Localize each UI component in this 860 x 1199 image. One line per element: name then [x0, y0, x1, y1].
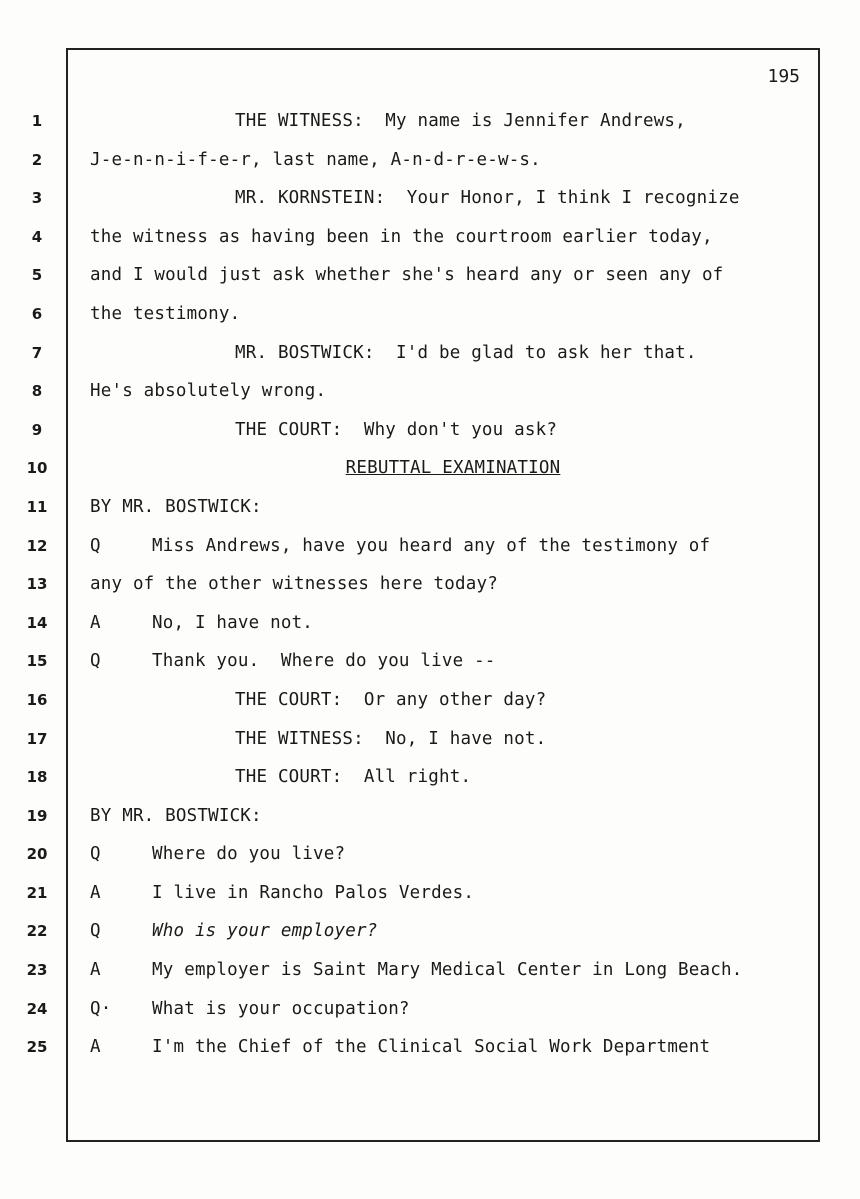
- line-text: Miss Andrews, have you heard any of the testimony of: [152, 535, 711, 556]
- page-border-bottom: [66, 1140, 820, 1142]
- line-number: 3: [31, 189, 43, 208]
- qa-marker: A: [90, 882, 101, 903]
- line-number: 11: [26, 497, 48, 516]
- transcript-line: [90, 488, 816, 527]
- transcript-line: [90, 758, 816, 797]
- line-text: My employer is Saint Mary Medical Center in Long Beach.: [152, 960, 743, 981]
- line-text: J-e-n-n-i-f-e-r, last name, A-n-d-r-e-w-s.: [90, 149, 541, 170]
- transcript-line: [90, 102, 816, 141]
- transcript-line: [90, 874, 816, 913]
- transcript-line: [90, 604, 816, 643]
- line-number: 24: [26, 999, 48, 1018]
- line-text: THE WITNESS: My name is Jennifer Andrews,: [235, 111, 686, 131]
- line-number: 7: [31, 343, 43, 362]
- line-text: MR. BOSTWICK: I'd be glad to ask her that.: [235, 342, 697, 363]
- line-number: 6: [31, 304, 43, 323]
- qa-marker: Q: [90, 535, 101, 556]
- page-border-left: [66, 48, 68, 1140]
- qa-marker: Q·: [90, 998, 112, 1019]
- transcript-line: [90, 218, 816, 257]
- line-number: 12: [26, 536, 48, 555]
- line-text: the witness as having been in the courtroom earlier today,: [90, 226, 713, 247]
- line-number: 5: [31, 266, 43, 285]
- line-number: 10: [26, 459, 48, 478]
- transcript-line: [90, 1028, 816, 1067]
- transcript-line: [90, 912, 816, 951]
- page-number: 195: [767, 66, 800, 87]
- line-text: THE COURT: Why don't you ask?: [235, 419, 558, 440]
- transcript-line: [90, 720, 816, 759]
- transcript-lines: [90, 102, 816, 1067]
- line-text: any of the other witnesses here today?: [90, 574, 498, 595]
- qa-marker: A: [90, 1037, 101, 1058]
- line-number: 13: [26, 575, 48, 594]
- line-text: BY MR. BOSTWICK:: [90, 805, 262, 826]
- line-number: 16: [26, 690, 48, 709]
- line-number-column: [22, 102, 52, 1067]
- transcript-line: [90, 334, 816, 373]
- transcript-line: [90, 642, 816, 681]
- qa-marker: A: [90, 612, 101, 633]
- transcript-line: [90, 835, 816, 874]
- heading-text: REBUTTAL EXAMINATION: [345, 458, 561, 479]
- line-number: 20: [26, 845, 48, 864]
- line-text: THE COURT: Or any other day?: [235, 689, 547, 710]
- line-number: 25: [26, 1038, 48, 1057]
- qa-marker: Q: [90, 651, 101, 672]
- line-number: 4: [31, 227, 43, 246]
- line-text: the testimony.: [90, 303, 241, 324]
- transcript-line: [90, 797, 816, 836]
- section-heading: [90, 449, 816, 488]
- qa-marker: A: [90, 960, 101, 981]
- transcript-line: [90, 951, 816, 990]
- line-text: No, I have not.: [152, 612, 314, 633]
- transcript-line: [90, 681, 816, 720]
- transcript-line: [90, 565, 816, 604]
- qa-marker: Q: [90, 921, 101, 942]
- transcript-line: [90, 141, 816, 180]
- line-text: BY MR. BOSTWICK:: [90, 496, 262, 517]
- line-text: Who is your employer?: [152, 921, 378, 942]
- line-number: 17: [26, 729, 48, 748]
- line-number: 23: [26, 961, 48, 980]
- line-text: He's absolutely wrong.: [90, 381, 327, 402]
- line-number: 22: [26, 922, 48, 941]
- line-text: I live in Rancho Palos Verdes.: [152, 882, 475, 903]
- line-text: THE COURT: All right.: [235, 767, 472, 788]
- line-number: 15: [26, 652, 48, 671]
- transcript-line: [90, 256, 816, 295]
- line-text: I'm the Chief of the Clinical Social Work Department: [152, 1037, 711, 1058]
- line-number: 14: [26, 613, 48, 632]
- line-text: and I would just ask whether she's heard any or seen any of: [90, 265, 724, 286]
- transcript-line: [90, 990, 816, 1029]
- qa-marker: Q: [90, 844, 101, 865]
- line-text: What is your occupation?: [152, 998, 410, 1019]
- line-text: THE WITNESS: No, I have not.: [235, 728, 547, 749]
- line-text: Thank you. Where do you live --: [152, 651, 496, 672]
- line-number: 1: [31, 112, 43, 130]
- page-border-right: [818, 48, 820, 1140]
- line-number: 9: [31, 420, 43, 439]
- transcript-line: [90, 295, 816, 334]
- line-number: 19: [26, 806, 48, 825]
- page-border-top: [66, 48, 820, 50]
- transcript-line: [90, 411, 816, 450]
- line-text: Where do you live?: [152, 844, 346, 865]
- transcript-line: [90, 527, 816, 566]
- line-number: 18: [26, 768, 48, 787]
- line-number: 8: [31, 382, 43, 401]
- transcript-line: [90, 179, 816, 218]
- line-number: 21: [26, 883, 48, 902]
- line-text: MR. KORNSTEIN: Your Honor, I think I recognize: [235, 188, 740, 209]
- transcript-line: [90, 372, 816, 411]
- line-number: 2: [31, 150, 43, 169]
